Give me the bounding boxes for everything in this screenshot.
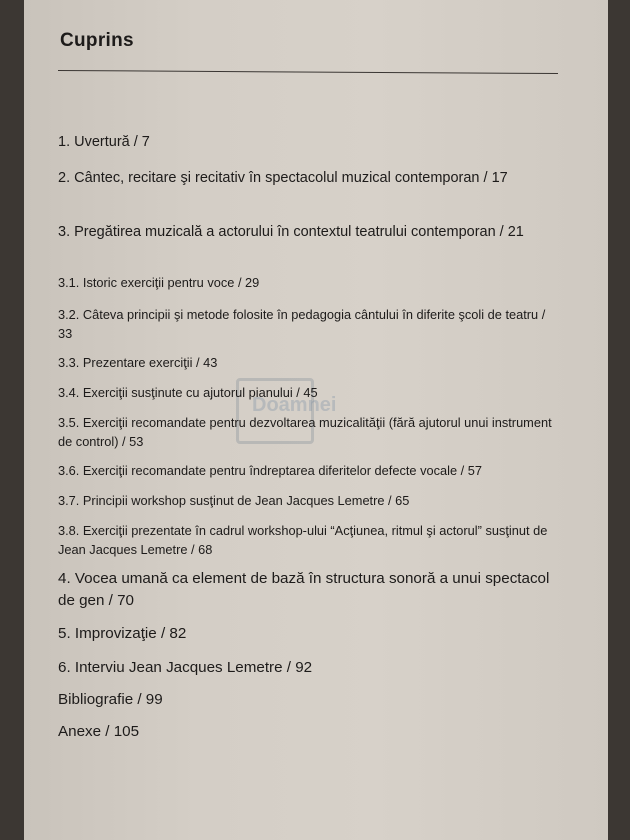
book-page (24, 0, 608, 840)
toc-entry-3-7: 3.7. Principii workshop susţinut de Jean Jacques Lemetre / 65 (58, 493, 410, 508)
toc-entry-6: 6. Interviu Jean Jacques Lemetre / 92 (58, 659, 313, 676)
toc-entry-anexe: Anexe / 105 (58, 723, 140, 740)
toc-entry-4: 4. Vocea umană ca element de bază în structura sonoră a unui spectacol de gen / 70 (58, 570, 550, 609)
toc-entry-3-4: 3.4. Exerciţii susţinute cu ajutorul pianului / 45 (58, 385, 318, 400)
watermark-text: Doamnei (252, 394, 337, 416)
toc-entry-3-6: 3.6. Exerciţii recomandate pentru îndreptarea diferitelor defecte vocale / 57 (58, 463, 482, 478)
toc-entry-5: 5. Improvizaţie / 82 (58, 625, 187, 642)
toc-entry-3-5: 3.5. Exerciţii recomandate pentru dezvoltarea muzicalităţii (fără ajutorul unui instrument de control) / 53 (58, 415, 552, 449)
toc-entry-3-1: 3.1. Istoric exerciţii pentru voce / 29 (58, 275, 260, 290)
toc-entry-3: 3. Pregătirea muzicală a actorului în contextul teatrului contemporan / 21 (58, 224, 524, 240)
toc-entry-2: 2. Cântec, recitare şi recitativ în spectacolul muzical contemporan / 17 (58, 170, 508, 186)
toc-entry-1: 1. Uvertură / 7 (58, 134, 150, 150)
toc-entry-bibliografie: Bibliografie / 99 (58, 691, 163, 708)
page-title: Cuprins (60, 30, 134, 51)
title-divider (58, 70, 558, 74)
toc-entry-3-2: 3.2. Câteva principii şi metode folosite în pedagogia cântului în diferite şcoli de teatru / 33 (58, 307, 546, 341)
toc-entry-3-8: 3.8. Exerciţii prezentate în cadrul workshop-ului “Acţiunea, ritmul şi actorul” susţinut de Jean Jacques Lemetre / 68 (58, 523, 548, 557)
toc-entry-3-3: 3.3. Prezentare exerciţii / 43 (58, 355, 218, 370)
